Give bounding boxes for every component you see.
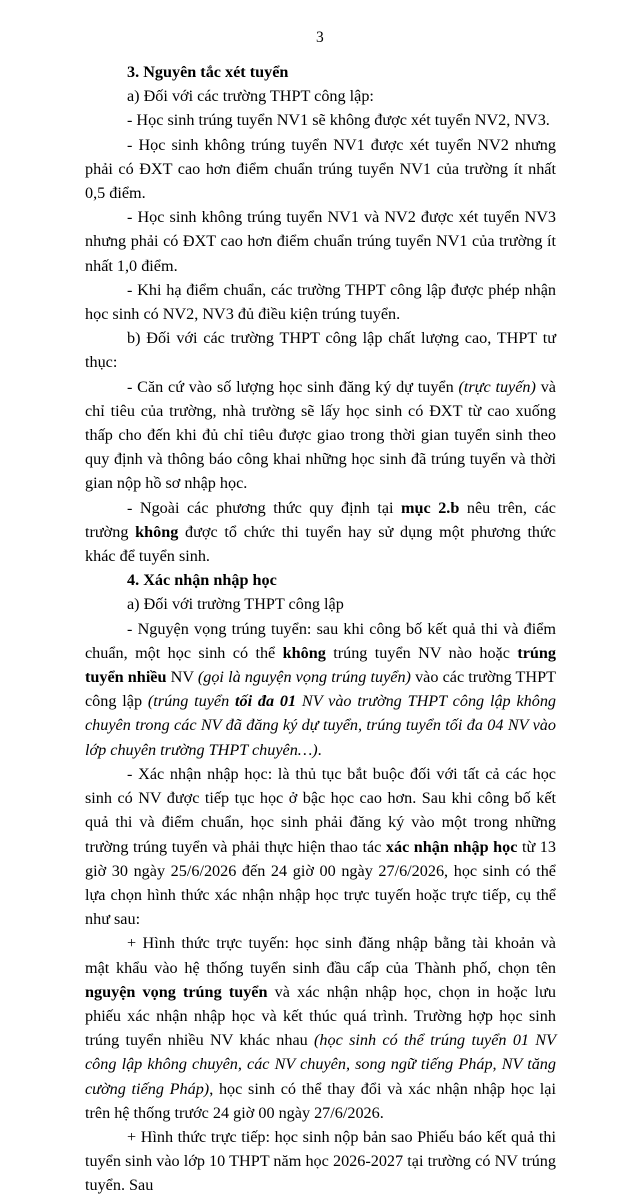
text-run: 4. Xác nhận nhập học <box>127 571 277 590</box>
text-run: + Hình thức trực tiếp: học sinh nộp bản sao Phiếu báo kết quả thi tuyển sinh vào lớp 10 THPT năm học 2026-2027 tại trường có NV trúng tuyển. Sau <box>85 1127 556 1195</box>
paragraph <box>85 133 556 206</box>
paragraph <box>85 931 556 1125</box>
paragraph <box>85 496 556 569</box>
text-run: + Hình thức trực tuyến: học sinh đăng nhập bằng tài khoản và mật khẩu vào hệ thống tuyển sinh đầu cấp của Thành phố, chọn tên <box>85 934 556 977</box>
text-run: a) Đối với các trường THPT công lập: <box>127 87 374 106</box>
paragraph <box>85 375 556 496</box>
document-body <box>85 60 556 1198</box>
text-run: nêu trên, các trường <box>85 498 556 541</box>
text-run: xác nhận nhập học <box>385 837 518 856</box>
paragraph <box>85 326 556 374</box>
paragraph <box>85 108 556 132</box>
section-heading <box>85 568 556 592</box>
text-run: và chỉ tiêu của trường, nhà trường sẽ lấy học sinh có ĐXT từ cao xuống thấp cho đến khi đủ chỉ tiêu được giao trong thời gian tuyển sinh theo quy định và thông báo công khai những học sinh đã trúng tuyển và thời gian nộp hồ sơ nhập học. <box>85 377 556 493</box>
text-run: mục 2.b <box>401 498 460 517</box>
text-run: NV vào trường THPT công lập không chuyên trong các NV đã đăng ký dự tuyển, trúng tuyển tối đa 04 NV vào lớp chuyên trường THPT chuyên…) <box>85 692 557 759</box>
text-run: - Khi hạ điểm chuẩn, các trường THPT công lập được phép nhận học sinh có NV2, NV3 đủ điều kiện trúng tuyển. <box>85 280 556 324</box>
text-run: 3. Nguyên tắc xét tuyển <box>127 63 289 81</box>
paragraph <box>85 592 556 616</box>
text-run: không <box>282 643 326 662</box>
text-run: b) Đối với các trường THPT công lập chất lượng cao, THPT tư thục: <box>85 329 556 372</box>
text-run: . <box>317 740 322 759</box>
text-run: (trực tuyến) <box>458 377 536 396</box>
text-run: - Nguyện vọng trúng tuyển: sau khi công bố kết quả thi và điểm chuẩn, một học sinh có thể <box>85 619 556 662</box>
text-run: vào các trường THPT công lập <box>85 668 556 711</box>
section-heading <box>85 60 556 84</box>
text-run: (trúng tuyển <box>147 692 236 711</box>
text-run: và xác nhận nhập học, chọn in hoặc lưu phiếu xác nhận nhập học và kết thúc quá trình. Trường hợp học sinh trúng tuyển nhiều NV khác nhau <box>85 982 557 1050</box>
text-run: a) Đối với trường THPT công lập <box>127 595 344 614</box>
text-run: không <box>135 522 179 541</box>
text-run: trúng tuyển nhiều <box>85 643 556 687</box>
text-run: tối đa 01 <box>235 692 297 711</box>
text-run: (học sinh có thể trúng tuyển 01 NV công lập không chuyên, các NV chuyên, song ngữ tiếng Pháp, NV tăng cường tiếng Pháp) <box>85 1031 556 1098</box>
paragraph <box>85 205 556 278</box>
page-number: 3 <box>316 29 324 46</box>
paragraph <box>85 762 556 931</box>
text-run: từ 13 giờ 30 ngày 25/6/2026 đến 24 giờ 00 ngày 27/6/2026, học sinh có thể lựa chọn hình thức xác nhận nhập học trực tuyến hoặc trực tiếp, cụ thể như sau: <box>85 837 556 929</box>
paragraph <box>85 617 556 762</box>
paragraph <box>85 1125 556 1198</box>
text-run: - Học sinh trúng tuyển NV1 sẽ không được xét tuyển NV2, NV3. <box>127 111 550 130</box>
text-run: - Học sinh không trúng tuyển NV1 được xét tuyển NV2 nhưng phải có ĐXT cao hơn điểm chuẩn trúng tuyển NV1 của trường ít nhất 0,5 điểm. <box>85 135 556 203</box>
paragraph <box>85 278 556 326</box>
text-run: - Học sinh không trúng tuyển NV1 và NV2 được xét tuyển NV3 nhưng phải có ĐXT cao hơn điểm chuẩn trúng tuyển NV1 của trường ít nhất 1,0 điểm. <box>85 208 556 275</box>
text-run: (gọi là nguyện vọng trúng tuyển) <box>197 668 411 687</box>
paragraph <box>85 84 556 108</box>
text-run: được tổ chức thi tuyển hay sử dụng một phương thức khác để tuyển sinh. <box>85 522 556 566</box>
text-run: nguyện vọng trúng tuyển <box>85 982 268 1001</box>
text-run: NV <box>166 668 198 687</box>
text-run: - Căn cứ vào số lượng học sinh đăng ký dự tuyển <box>127 377 459 396</box>
text-run: - Xác nhận nhập học: là thủ tục bắt buộc đối với tất cả các học sinh có NV được tiếp tục học ở bậc học cao hơn. Sau khi công bố kết quả thi và điểm chuẩn, học sinh phải đăng ký vào một trong những trường trúng tuyển và phải thực hiện thao tác <box>85 764 556 856</box>
text-run: trúng tuyển NV nào hoặc <box>325 643 518 662</box>
text-run: , học sinh có thể thay đổi và xác nhận nhập học lại trên hệ thống trước 24 giờ 00 ngày 27/6/2026. <box>85 1079 556 1122</box>
text-run: - Ngoài các phương thức quy định tại <box>127 498 402 517</box>
